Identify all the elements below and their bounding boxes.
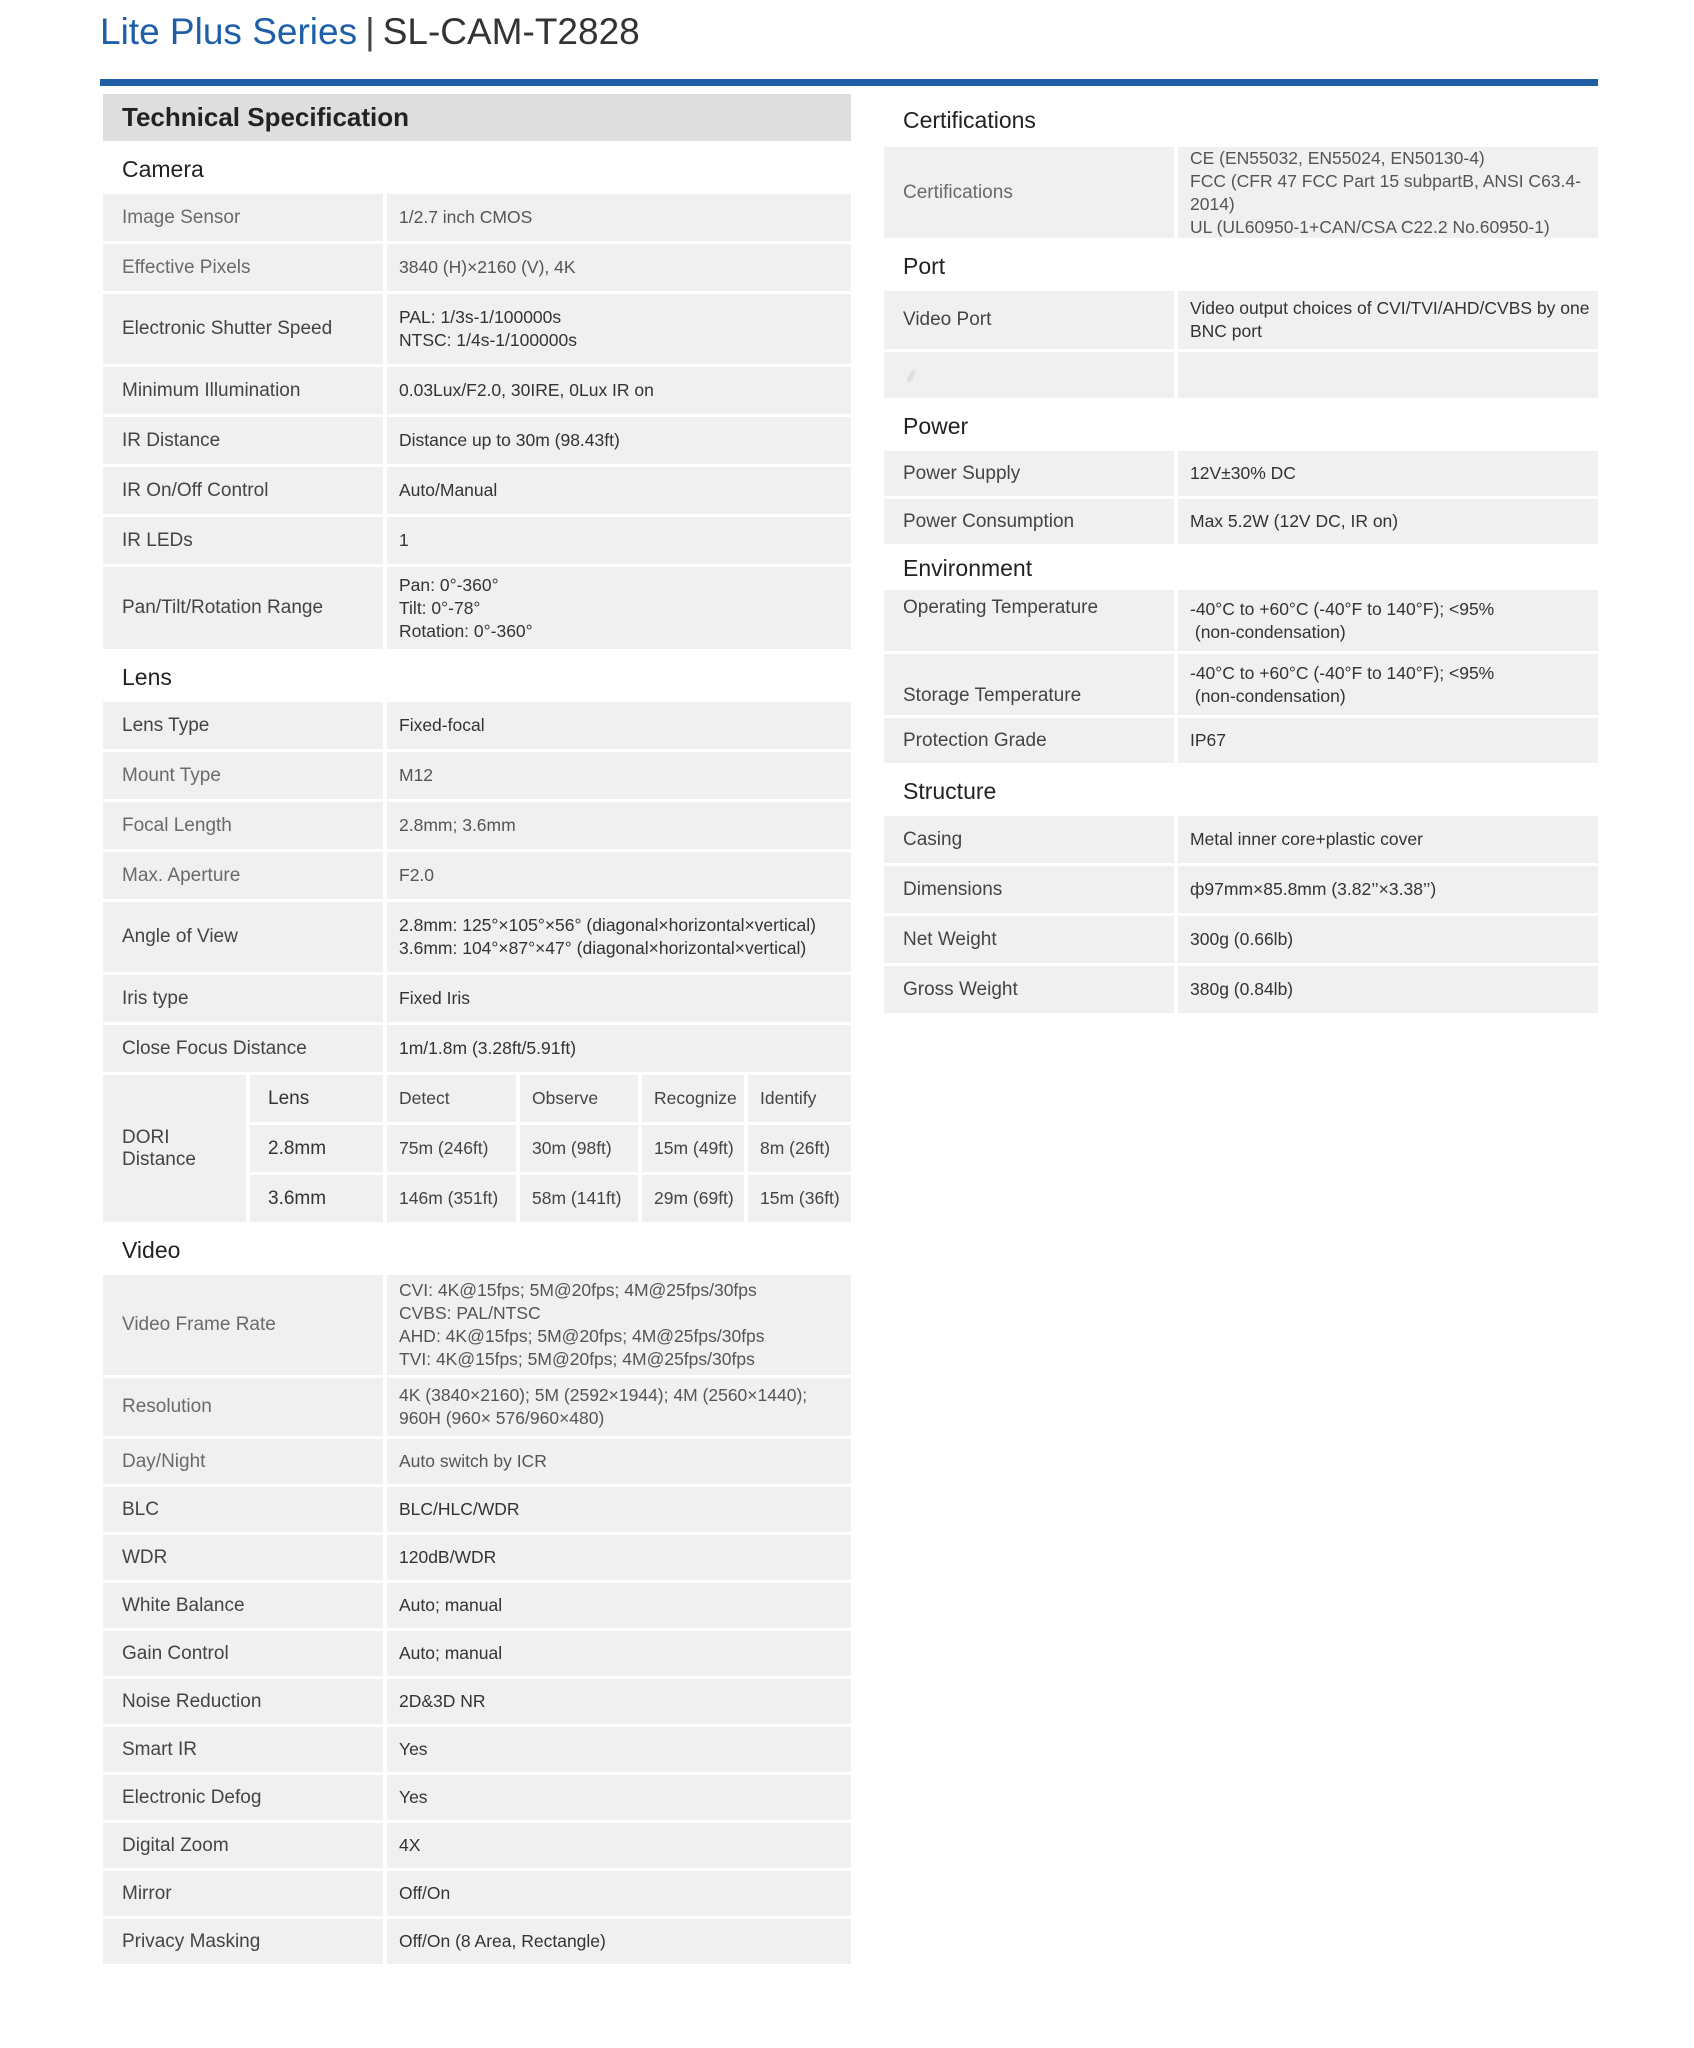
spec-value: PAL: 1/3s-1/100000s NTSC: 1/4s-1/100000s: [387, 294, 851, 364]
spec-value: 1m/1.8m (3.28ft/5.91ft): [387, 1025, 851, 1072]
spec-row-power-consumption: [884, 499, 1598, 544]
section-title-lens: Lens: [122, 664, 172, 690]
spec-value: Off/On: [387, 1871, 851, 1916]
spec-label: IR LEDs: [103, 517, 383, 564]
spec-label: Storage Temperature: [884, 654, 1174, 715]
spec-row-focal-length: [103, 802, 851, 849]
spec-value: BLC/HLC/WDR: [387, 1487, 851, 1532]
spec-value: F2.0: [387, 852, 851, 899]
spec-value: Fixed Iris: [387, 975, 851, 1022]
spec-value: -40°C to +60°C (-40°F to 140°F); <95% (non-condensation): [1178, 590, 1598, 651]
section-title-structure: Structure: [903, 778, 997, 804]
dori-value-cell: 29m (69ft): [642, 1175, 744, 1222]
spec-value: Auto; manual: [387, 1631, 851, 1676]
dori-grid: [250, 1075, 851, 1222]
dori-row: [250, 1125, 851, 1172]
spec-value: -40°C to +60°C (-40°F to 140°F); <95% (non-condensation): [1178, 654, 1598, 715]
spec-label: Power Supply: [884, 451, 1174, 496]
dori-row: [250, 1175, 851, 1222]
spec-row-ir-distance: [103, 417, 851, 464]
spec-row-noise-reduction: [103, 1679, 851, 1724]
spec-row-dimensions: [884, 866, 1598, 913]
spec-label: IR On/Off Control: [103, 467, 383, 514]
spec-row-privacy-masking: [103, 1919, 851, 1964]
spec-label: Electronic Shutter Speed: [103, 294, 383, 364]
dori-value-cell: 15m (49ft): [642, 1125, 744, 1172]
spec-value-empty: [1178, 352, 1598, 398]
spec-label: Day/Night: [103, 1439, 383, 1484]
spec-row-electronic-defog: [103, 1775, 851, 1820]
spec-row-blc: [103, 1487, 851, 1532]
spec-label: Privacy Masking: [103, 1919, 383, 1964]
spec-row-ir-control: [103, 467, 851, 514]
spec-row-empty: [884, 352, 1598, 398]
spec-value: Off/On (8 Area, Rectangle): [387, 1919, 851, 1964]
spec-label: Pan/Tilt/Rotation Range: [103, 567, 383, 649]
spec-label: Smart IR: [103, 1727, 383, 1772]
spec-label: BLC: [103, 1487, 383, 1532]
spec-label: Iris type: [103, 975, 383, 1022]
spec-value: IP67: [1178, 718, 1598, 763]
spec-row-video-port: [884, 291, 1598, 349]
spec-row-min-illumination: [103, 367, 851, 414]
spec-value: 2.8mm; 3.6mm: [387, 802, 851, 849]
spec-value: 4X: [387, 1823, 851, 1868]
spec-value: Fixed-focal: [387, 702, 851, 749]
spec-label: Dimensions: [884, 866, 1174, 913]
dori-value-cell: 75m (246ft): [387, 1125, 516, 1172]
dori-header-row: [250, 1075, 851, 1122]
spec-value: Yes: [387, 1727, 851, 1772]
spec-row-effective-pixels: [103, 244, 851, 291]
dori-header-cell: Lens: [250, 1075, 383, 1122]
left-column: [103, 94, 851, 1967]
spec-label: Power Consumption: [884, 499, 1174, 544]
dori-value-cell: 15m (36ft): [748, 1175, 851, 1222]
spec-value: 1: [387, 517, 851, 564]
spec-value: Auto; manual: [387, 1583, 851, 1628]
spec-value: CE (EN55032, EN55024, EN50130-4) FCC (CFR 47 FCC Part 15 subpartB, ANSI C63.4-2014) UL (UL60950-1+CAN/CSA C22.2 No.60950-1): [1178, 147, 1598, 238]
spec-label: Casing: [884, 816, 1174, 863]
spec-label: Net Weight: [884, 916, 1174, 963]
spec-label: IR Distance: [103, 417, 383, 464]
spec-value: Distance up to 30m (98.43ft): [387, 417, 851, 464]
section-title-environment: Environment: [903, 555, 1033, 581]
spec-row-smart-ir: [103, 1727, 851, 1772]
header-rule: [100, 79, 1598, 86]
spec-value: Pan: 0°-360° Tilt: 0°-78° Rotation: 0°-360°: [387, 567, 851, 649]
spec-row-shutter-speed: [103, 294, 851, 364]
spec-row-max-aperture: [103, 852, 851, 899]
series-name: Lite Plus Series: [100, 11, 358, 52]
spec-value: 120dB/WDR: [387, 1535, 851, 1580]
spec-row-day-night: [103, 1439, 851, 1484]
spec-label: Video Frame Rate: [103, 1275, 383, 1375]
spec-value: 2.8mm: 125°×105°×56° (diagonal×horizontal×vertical) 3.6mm: 104°×87°×47° (diagonal×horizontal×vertical): [387, 902, 851, 972]
spec-value: M12: [387, 752, 851, 799]
spec-value: Yes: [387, 1775, 851, 1820]
right-column: [884, 94, 1598, 1016]
spec-row-resolution: [103, 1378, 851, 1436]
spec-label: Close Focus Distance: [103, 1025, 383, 1072]
spec-value: 4K (3840×2160); 5M (2592×1944); 4M (2560×1440); 960H (960× 576/960×480): [387, 1378, 851, 1436]
dori-lens-cell: 2.8mm: [250, 1125, 383, 1172]
tech-spec-title: Technical Specification: [103, 94, 851, 141]
spec-label: Focal Length: [103, 802, 383, 849]
header-separator: |: [365, 11, 375, 52]
spec-row-net-weight: [884, 916, 1598, 963]
model-number: SL-CAM-T2828: [382, 11, 640, 52]
dori-label: DORI Distance: [103, 1075, 246, 1222]
spec-label: Resolution: [103, 1378, 383, 1436]
feather-icon: ⸙: [903, 363, 920, 388]
spec-label: Angle of View: [103, 902, 383, 972]
dori-header-cell: Observe: [520, 1075, 638, 1122]
spec-value: 12V±30% DC: [1178, 451, 1598, 496]
spec-row-protection-grade: [884, 718, 1598, 763]
page-header: [100, 8, 640, 56]
dori-value-cell: 8m (26ft): [748, 1125, 851, 1172]
spec-label: Effective Pixels: [103, 244, 383, 291]
spec-row-mirror: [103, 1871, 851, 1916]
spec-value: 300g (0.66lb): [1178, 916, 1598, 963]
spec-label: Video Port: [884, 291, 1174, 349]
spec-row-angle-of-view: [103, 902, 851, 972]
spec-row-image-sensor: [103, 194, 851, 241]
spec-row-pan-tilt-rotation: [103, 567, 851, 649]
spec-value: Auto/Manual: [387, 467, 851, 514]
spec-label: Max. Aperture: [103, 852, 383, 899]
spec-label-empty: [884, 352, 1174, 398]
spec-row-certifications: [884, 147, 1598, 238]
spec-label: White Balance: [103, 1583, 383, 1628]
dori-value-cell: 146m (351ft): [387, 1175, 516, 1222]
spec-value: Auto switch by ICR: [387, 1439, 851, 1484]
spec-label: Certifications: [884, 147, 1174, 238]
spec-label: Electronic Defog: [103, 1775, 383, 1820]
spec-row-gross-weight: [884, 966, 1598, 1013]
dori-value-cell: 58m (141ft): [520, 1175, 638, 1222]
section-title-power: Power: [903, 413, 969, 439]
spec-label: Noise Reduction: [103, 1679, 383, 1724]
spec-label: Lens Type: [103, 702, 383, 749]
dori-header-cell: Identify: [748, 1075, 851, 1122]
spec-value: 3840 (H)×2160 (V), 4K: [387, 244, 851, 291]
spec-label: Minimum Illumination: [103, 367, 383, 414]
spec-value: Video output choices of CVI/TVI/AHD/CVBS by one BNC port: [1178, 291, 1598, 349]
spec-value: 0.03Lux/F2.0, 30IRE, 0Lux IR on: [387, 367, 851, 414]
section-title-video: Video: [122, 1237, 181, 1263]
dori-value-cell: 30m (98ft): [520, 1125, 638, 1172]
spec-row-video-frame-rate: [103, 1275, 851, 1375]
spec-label: Image Sensor: [103, 194, 383, 241]
spec-value: 1/2.7 inch CMOS: [387, 194, 851, 241]
spec-row-operating-temperature: [884, 590, 1598, 651]
spec-row-wdr: [103, 1535, 851, 1580]
section-title-certifications: Certifications: [903, 107, 1036, 133]
spec-row-white-balance: [103, 1583, 851, 1628]
dori-lens-cell: 3.6mm: [250, 1175, 383, 1222]
spec-row-mount-type: [103, 752, 851, 799]
spec-label: Gain Control: [103, 1631, 383, 1676]
spec-row-gain-control: [103, 1631, 851, 1676]
spec-label: Mount Type: [103, 752, 383, 799]
spec-value: ф97mm×85.8mm (3.82’’×3.38’’): [1178, 866, 1598, 913]
spec-row-ir-leds: [103, 517, 851, 564]
spec-row-storage-temperature: [884, 654, 1598, 715]
spec-value: Max 5.2W (12V DC, IR on): [1178, 499, 1598, 544]
dori-header-cell: Recognize: [642, 1075, 744, 1122]
section-title-port: Port: [903, 253, 946, 279]
spec-label: Digital Zoom: [103, 1823, 383, 1868]
spec-row-close-focus: [103, 1025, 851, 1072]
section-title-camera: Camera: [122, 156, 204, 182]
spec-label: Protection Grade: [884, 718, 1174, 763]
dori-header-cell: Detect: [387, 1075, 516, 1122]
spec-row-digital-zoom: [103, 1823, 851, 1868]
spec-label: Mirror: [103, 1871, 383, 1916]
dori-distance-table: [103, 1075, 851, 1222]
spec-value: 380g (0.84lb): [1178, 966, 1598, 1013]
spec-row-casing: [884, 816, 1598, 863]
spec-label: Operating Temperature: [884, 590, 1174, 651]
spec-label: WDR: [103, 1535, 383, 1580]
spec-value: 2D&3D NR: [387, 1679, 851, 1724]
spec-row-lens-type: [103, 702, 851, 749]
spec-label: Gross Weight: [884, 966, 1174, 1013]
spec-row-power-supply: [884, 451, 1598, 496]
spec-row-iris-type: [103, 975, 851, 1022]
spec-value: CVI: 4K@15fps; 5M@20fps; 4M@25fps/30fps CVBS: PAL/NTSC AHD: 4K@15fps; 5M@20fps; 4M@25fps/30fps TVI: 4K@15fps; 5M@20fps; 4M@25fps/30fps: [387, 1275, 851, 1375]
spec-value: Metal inner core+plastic cover: [1178, 816, 1598, 863]
